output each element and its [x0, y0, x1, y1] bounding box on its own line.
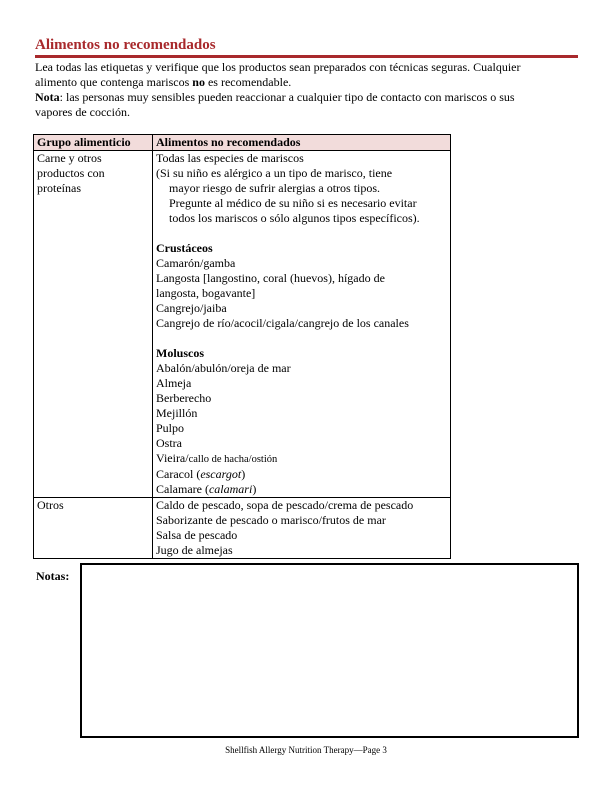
crustaceans-heading: Crustáceos — [156, 241, 213, 255]
row2-group-cell: Otros — [34, 498, 153, 559]
note-body-2: vapores de cocción. — [35, 105, 130, 119]
row1-foods-cell — [153, 151, 451, 498]
list-item: langosta, bogavante] — [156, 286, 256, 300]
caracol-post: ) — [241, 467, 246, 481]
mollusks-heading: Moluscos — [156, 346, 204, 360]
foods-table — [33, 134, 451, 559]
calamare-italic: calamari — [208, 482, 253, 496]
list-item: Almeja — [156, 376, 192, 390]
row1-paren-line: todos los mariscos o sólo algunos tipos específicos). — [169, 211, 420, 225]
note-text — [35, 90, 575, 120]
list-item: Cangrejo/jaiba — [156, 301, 227, 315]
list-item: Abalón/abulón/oreja de mar — [156, 361, 291, 375]
list-item: Pulpo — [156, 421, 185, 435]
list-item: Camarón/gamba — [156, 256, 236, 270]
table-row — [34, 498, 451, 559]
page-heading: Alimentos no recomendados — [35, 37, 216, 53]
vieira-main: Vieira/ — [156, 451, 189, 465]
intro-paragraph — [35, 60, 575, 120]
note-label: Nota — [35, 90, 60, 104]
list-item: Caldo de pescado, sopa de pescado/crema de pescado — [156, 498, 414, 512]
row1-intro: Todas las especies de mariscos — [156, 151, 304, 165]
row1-group-cell — [34, 151, 153, 498]
list-item: Ostra — [156, 436, 182, 450]
caracol-italic: escargot — [200, 467, 242, 481]
header-food-group: Grupo alimenticio — [34, 135, 153, 151]
header-not-recommended: Alimentos no recomendados — [153, 135, 451, 151]
row1-group-line: proteínas — [37, 181, 81, 195]
intro-line-2-pre: alimento que contenga mariscos — [35, 75, 193, 89]
row1-paren-line: mayor riesgo de sufrir alergias a otros tipos. — [169, 181, 381, 195]
vieira-small: callo de hacha/ostión — [188, 454, 278, 465]
calamare-post: ) — [252, 482, 257, 496]
list-item: Jugo de almejas — [156, 543, 233, 557]
row2-foods-cell — [153, 498, 451, 559]
notes-box[interactable] — [80, 563, 579, 738]
caracol-pre: Caracol ( — [156, 467, 201, 481]
notes-label: Notas: — [36, 569, 70, 583]
table-row — [34, 151, 451, 498]
calamare-pre: Calamare ( — [156, 482, 209, 496]
intro-text — [35, 60, 575, 90]
note-body: : las personas muy sensibles pueden reaccionar a cualquier tipo de contacto con mariscos o sus — [59, 90, 515, 104]
spacer — [156, 331, 447, 346]
row1-paren-line: (Si su niño es alérgico a un tipo de marisco, tiene — [156, 166, 393, 180]
spacer — [156, 226, 447, 241]
intro-line-1: Lea todas las etiquetas y verifique que los productos sean preparados con técnicas seguras. Cualquier — [35, 60, 521, 74]
intro-line-2-post: es recomendable. — [204, 75, 292, 89]
intro-line-2-bold: no — [192, 75, 205, 89]
row1-paren-line: Pregunte al médico de su niño si es necesario evitar — [169, 196, 417, 210]
list-item: Berberecho — [156, 391, 212, 405]
list-item: Cangrejo de río/acocil/cigala/cangrejo de los canales — [156, 316, 409, 330]
table-header-row — [34, 135, 451, 151]
list-item: Salsa de pescado — [156, 528, 238, 542]
heading-divider — [35, 55, 578, 58]
list-item-caracol — [156, 467, 447, 482]
list-item-calamare — [156, 482, 447, 497]
list-item: Mejillón — [156, 406, 198, 420]
row1-group-line: productos con — [37, 166, 105, 180]
list-item: Saborizante de pescado o marisco/frutos de mar — [156, 513, 386, 527]
list-item: Langosta [langostino, coral (huevos), hígado de — [156, 271, 385, 285]
list-item-vieira — [156, 451, 447, 467]
page-footer: Shellfish Allergy Nutrition Therapy—Page 3 — [225, 745, 387, 755]
row1-group-line: Carne y otros — [37, 151, 102, 165]
